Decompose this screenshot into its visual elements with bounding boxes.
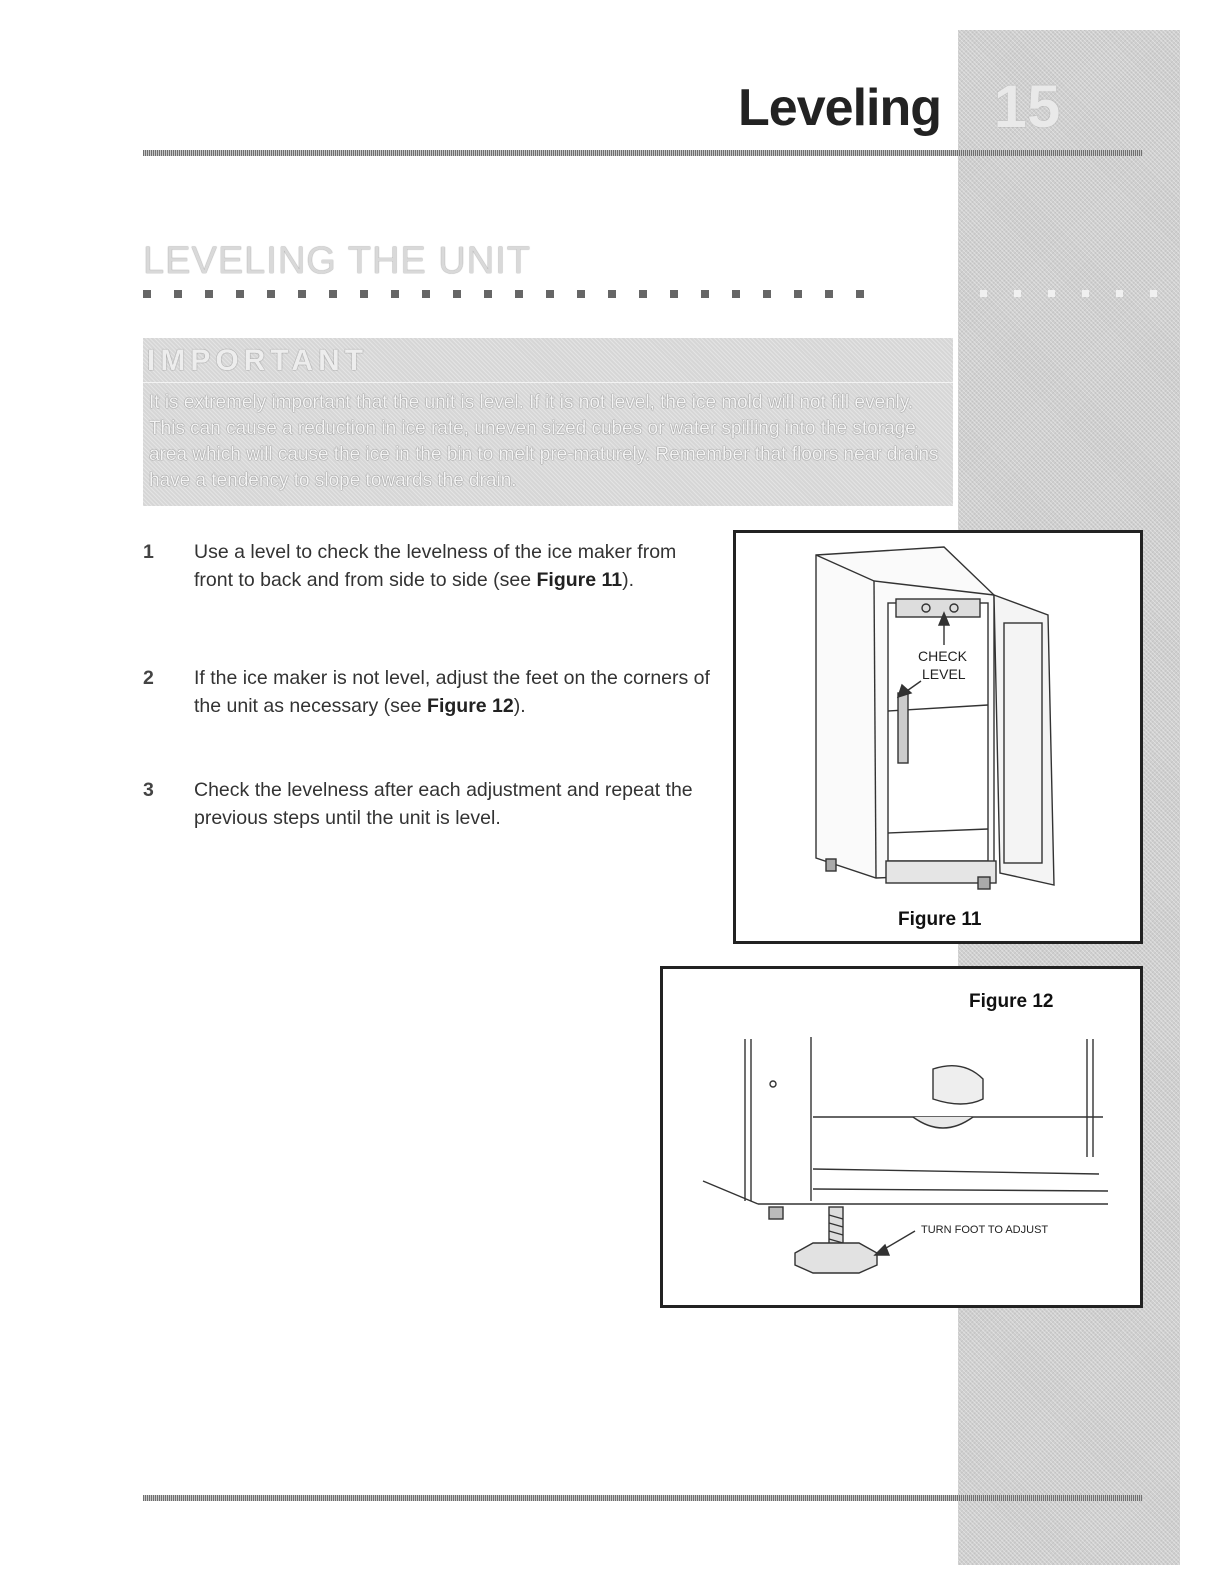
important-text: It is extremely important that the unit is level. If it is not level, the ice mold will not fill evenly. This can cause a reduction in ice rate, uneven sized cubes or water spilling into the storage area which will cause the ice in the bin to melt pre-maturely. Remember that floors near drains have a tendency to slope towards the drain. [149,392,939,491]
important-heading: IMPORTANT [147,344,369,377]
important-divider [143,382,953,383]
figure-12-caption: Figure 12 [969,991,1054,1012]
step-number: 3 [143,779,154,801]
figure-reference: Figure 11 [536,569,623,591]
header-rule [143,150,1143,156]
callout-turn-foot: TURN FOOT TO ADJUST [921,1224,1049,1236]
figure-11 [733,530,1143,944]
step-text: Use a level to check the levelness of the ice maker from front to back and from side to side (see Figure 11). [194,541,677,591]
dot-divider-light [980,290,1157,297]
callout-level: LEVEL [922,666,966,682]
leveling-foot-illustration [663,969,1140,1305]
step-number: 1 [143,541,154,563]
figure-12 [660,966,1143,1308]
important-notice [143,338,953,506]
step-text: If the ice maker is not level, adjust the feet on the corners of the unit as necessary (see Figure 12). [194,667,710,717]
section-title: LEVELING THE UNIT [143,240,531,282]
step-number: 2 [143,667,154,689]
footer-rule [143,1495,1143,1501]
dot-divider [143,290,864,298]
figure-11-caption: Figure 11 [898,909,982,930]
figure-reference: Figure 12 [427,695,514,717]
page-header-title: Leveling [738,79,941,137]
ice-maker-illustration [736,533,1140,941]
callout-check: CHECK [918,648,968,664]
step-text: Check the levelness after each adjustment and repeat the previous steps until the unit is level. [194,779,693,829]
page-number: 15 [993,73,1061,140]
